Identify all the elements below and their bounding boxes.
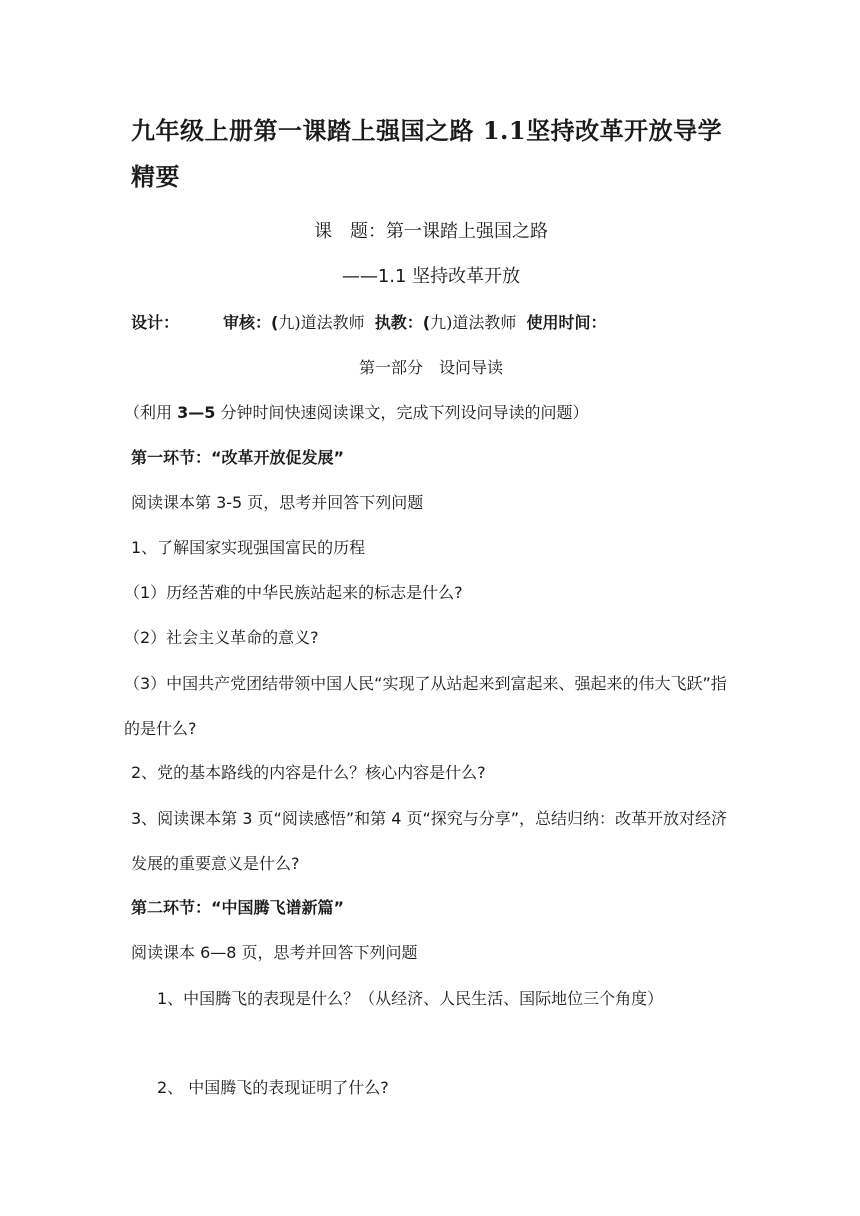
review-value: 九)道法教师 <box>278 313 365 332</box>
section1-intro: 阅读课本第 3-5 页，思考并回答下列问题 <box>131 493 424 512</box>
section1-q1-2: （2）社会主义革命的意义? <box>124 628 319 647</box>
instruction-prefix: （利用 <box>124 403 178 422</box>
section1-title: ：“改革开放促发展” <box>195 448 345 467</box>
section2-q1: 1、中国腾飞的表现是什么？（从经济、人民生活、国际地位三个角度） <box>157 989 664 1008</box>
part-heading: 第一部分 设问导读 <box>358 358 503 377</box>
instruction-suffix: 分钟时间快速阅读课文，完成下列设问导读的问题） <box>215 403 589 422</box>
teach-value: 九)道法教师 <box>430 313 517 332</box>
review-label: 审核： <box>223 313 272 332</box>
section1-q1-1: （1）历经苦难的中华民族站起来的标志是什么? <box>124 583 463 602</box>
document-title: 九年级上册第一课踏上强国之路 1.1坚持改革开放导学精要 <box>131 116 723 191</box>
design-label: 设计： <box>131 313 180 332</box>
review-open: ( <box>271 313 279 332</box>
teach-open: ( <box>422 313 431 332</box>
lesson-label: 课 题：第一课踏上强国之路 <box>314 221 548 242</box>
section2-intro: 阅读课本 6—8 页，思考并回答下列问题 <box>131 943 418 962</box>
section1-q2: 2、党的基本路线的内容是什么？核心内容是什么? <box>131 763 486 782</box>
section1-label: 第一环节 <box>131 448 196 467</box>
instruction <box>124 399 724 427</box>
section2-q2: 2、 中国腾飞的表现证明了什么? <box>157 1078 389 1097</box>
teach-label: 执教： <box>374 313 423 332</box>
section2-title: ：“中国腾飞谱新篇” <box>195 898 345 917</box>
section1-q3: 3、阅读课本第 3 页“阅读感悟”和第 4 页“探究与分享”，总结归纳：改革开放对经济发展的重要意义是什么? <box>131 809 728 873</box>
section1-q1: 1、了解国家实现强国富民的历程 <box>131 538 366 557</box>
section2-heading <box>131 894 731 922</box>
lesson-subtitle: ——1.1 坚持改革开放 <box>341 266 521 287</box>
section1-q1-3: （3）中国共产党团结带领中国人民“实现了从站起来到富起来、强起来的伟大飞跃”指的是什么? <box>124 674 727 738</box>
time-label: 使用时间： <box>526 313 607 332</box>
meta-line <box>131 309 731 337</box>
instruction-minutes: 3—5 <box>177 403 216 422</box>
section1-heading <box>131 444 731 472</box>
section2-label: 第二环节 <box>131 898 196 917</box>
